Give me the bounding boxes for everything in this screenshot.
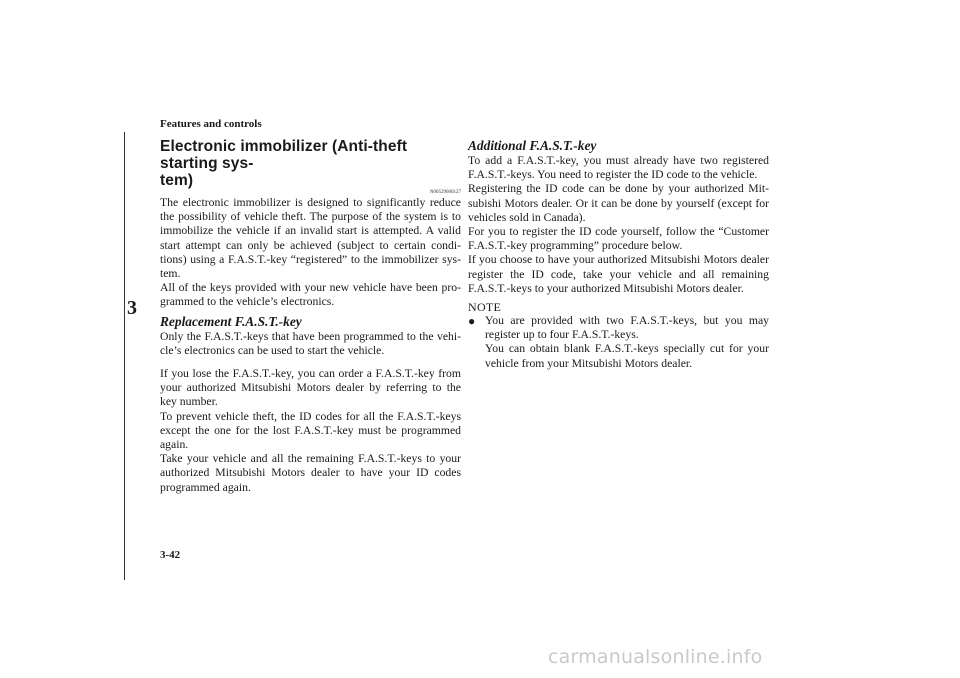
note-line-2: You can obtain blank F.A.S.T.-keys specially cut for your vehicle from your Mitsubishi Motors dealer. xyxy=(485,342,769,370)
replacement-paragraph-1: Only the F.A.S.T.-keys that have been programmed to the vehi-cle’s electronics can be used to start the vehicle. xyxy=(160,329,461,357)
additional-paragraph-1: To add a F.A.S.T.-key, you must already have two registered F.A.S.T.-keys. You need to register the ID code to the vehicle. xyxy=(468,154,769,182)
intro-paragraph: The electronic immobilizer is designed to significantly reduce the possibility of vehicle theft. The purpose of the system is to immobilize the vehicle if an invalid start is attempted. A valid start attempt can only be achieved (subject to certain condi-tions) using a F.A.S.T.-key “registered” to the immobilizer sys-tem. xyxy=(160,196,461,281)
replacement-paragraph-4: Take your vehicle and all the remaining F.A.S.T.-keys to your authorized Mitsubishi Motors dealer to have your ID codes programmed again. xyxy=(160,452,461,494)
additional-paragraph-4: If you choose to have your authorized Mitsubishi Motors dealer register the ID code, take your vehicle and all remaining F.A.S.T.-keys to your authorized Mitsubishi Motors dealer. xyxy=(468,253,769,295)
chapter-tab xyxy=(112,132,125,580)
note-body xyxy=(485,314,769,371)
bullet-icon: ● xyxy=(468,314,476,329)
page-title: Electronic immobilizer (Anti-theft starting sys- tem) xyxy=(160,138,408,189)
keys-paragraph: All of the keys provided with your new vehicle have been pro-grammed to the vehicle’s electronics. xyxy=(160,281,461,309)
section-header: Features and controls xyxy=(160,118,262,130)
right-column xyxy=(468,138,769,371)
left-column xyxy=(160,138,461,495)
additional-paragraph-2: Registering the ID code can be done by your authorized Mit-subishi Motors dealer. Or it can be done by yourself (except for vehicles sold in Canada). xyxy=(468,182,769,224)
watermark: carmanualsonline.info xyxy=(548,646,763,668)
document-code: N00529600127 xyxy=(429,190,461,195)
replacement-paragraph-2: If you lose the F.A.S.T.-key, you can order a F.A.S.T.-key from your authorized Mitsubishi Motors dealer by referring to the key number. xyxy=(160,367,461,409)
additional-paragraph-3: For you to register the ID code yourself, follow the “Customer F.A.S.T.-key programming” procedure below. xyxy=(468,225,769,253)
replacement-paragraph-3: To prevent vehicle theft, the ID codes for all the F.A.S.T.-keys except the one for the lost F.A.S.T.-key must be programmed again. xyxy=(160,409,461,452)
page-number: 3-42 xyxy=(160,549,181,561)
additional-heading: Additional F.A.S.T.-key xyxy=(468,138,597,153)
note-line-1: You are provided with two F.A.S.T.-keys, but you may register up to four F.A.S.T.-keys. xyxy=(485,314,769,342)
note-item xyxy=(468,314,769,371)
chapter-number: 3 xyxy=(127,297,137,319)
note-label: NOTE xyxy=(468,300,502,315)
replacement-heading: Replacement F.A.S.T.-key xyxy=(160,313,302,329)
